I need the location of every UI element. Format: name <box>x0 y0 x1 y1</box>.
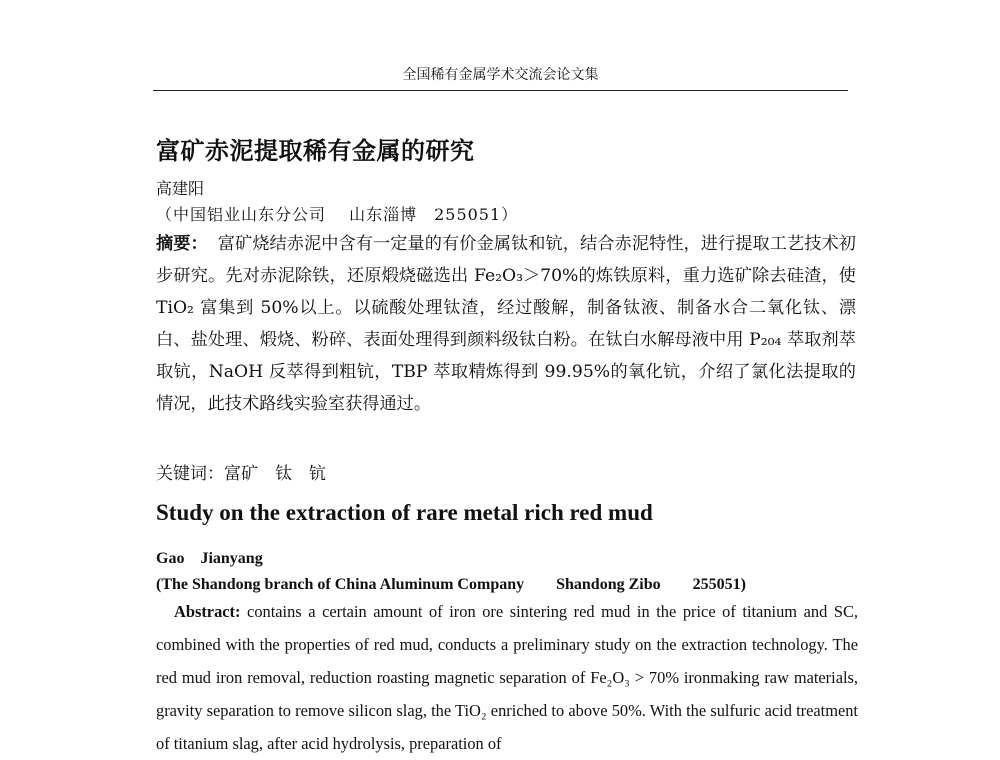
abstract-label-en: Abstract: <box>174 602 241 621</box>
affiliation-en: (The Shandong branch of China Aluminum Company Shandong Zibo 255051) <box>156 576 746 593</box>
keywords-zh: 关键词：富矿 钛 钪 <box>156 464 326 484</box>
affiliation-zh: （中国铝业山东分公司 山东淄博 255051） <box>156 205 519 224</box>
abstract-text-zh: 富矿烧结赤泥中含有一定量的有价金属钛和钪，结合赤泥特性，进行提取工艺技术初步研究。先对赤泥除铁，还原煅烧磁选出 Fe₂O₃＞70%的炼铁原料，重力选矿除去硅渣，使 TiO₂ 富集到 50%以上。以硫酸处理钛渣，经过酸解，制备钛液、制备水合二氧化钛、漂白、盐处理、煅烧、粉碎、表面处理得到颜料级钛白粉。在钛白水解母液中用 P₂₀₄ 萃取剂萃取钪，NaOH 反萃得到粗钪，TBP 萃取精炼得到 99.95%的氧化钪，介绍了氯化法提取的情况，此技术路线实验室获得通过。 <box>156 234 856 414</box>
running-header: 全国稀有金属学术交流会论文集 <box>153 64 848 91</box>
paper-title-en: Study on the extraction of rare metal rich red mud <box>156 500 653 525</box>
abstract-zh <box>156 228 856 420</box>
abstract-text-en: contains a certain amount of iron ore sintering red mud in the price of titanium and SC, combined with the properties of red mud, conducts a preliminary study on the extraction technology. The red mud iron removal, reduction roasting magnetic separation of Fe₂O₃ > 70% ironmaking raw materials, gravity separation to remove silicon slag, the TiO₂ enriched to above 50%. With the sulfuric acid treatment of titanium slag, after acid hydrolysis, preparation of <box>156 602 858 753</box>
abstract-en <box>156 595 858 760</box>
paper-title-zh: 富矿赤泥提取稀有金属的研究 <box>156 136 475 165</box>
abstract-label-zh: 摘要： <box>156 234 208 254</box>
author-name-zh: 高建阳 <box>156 179 205 198</box>
author-name-en: Gao Jianyang <box>156 550 263 567</box>
